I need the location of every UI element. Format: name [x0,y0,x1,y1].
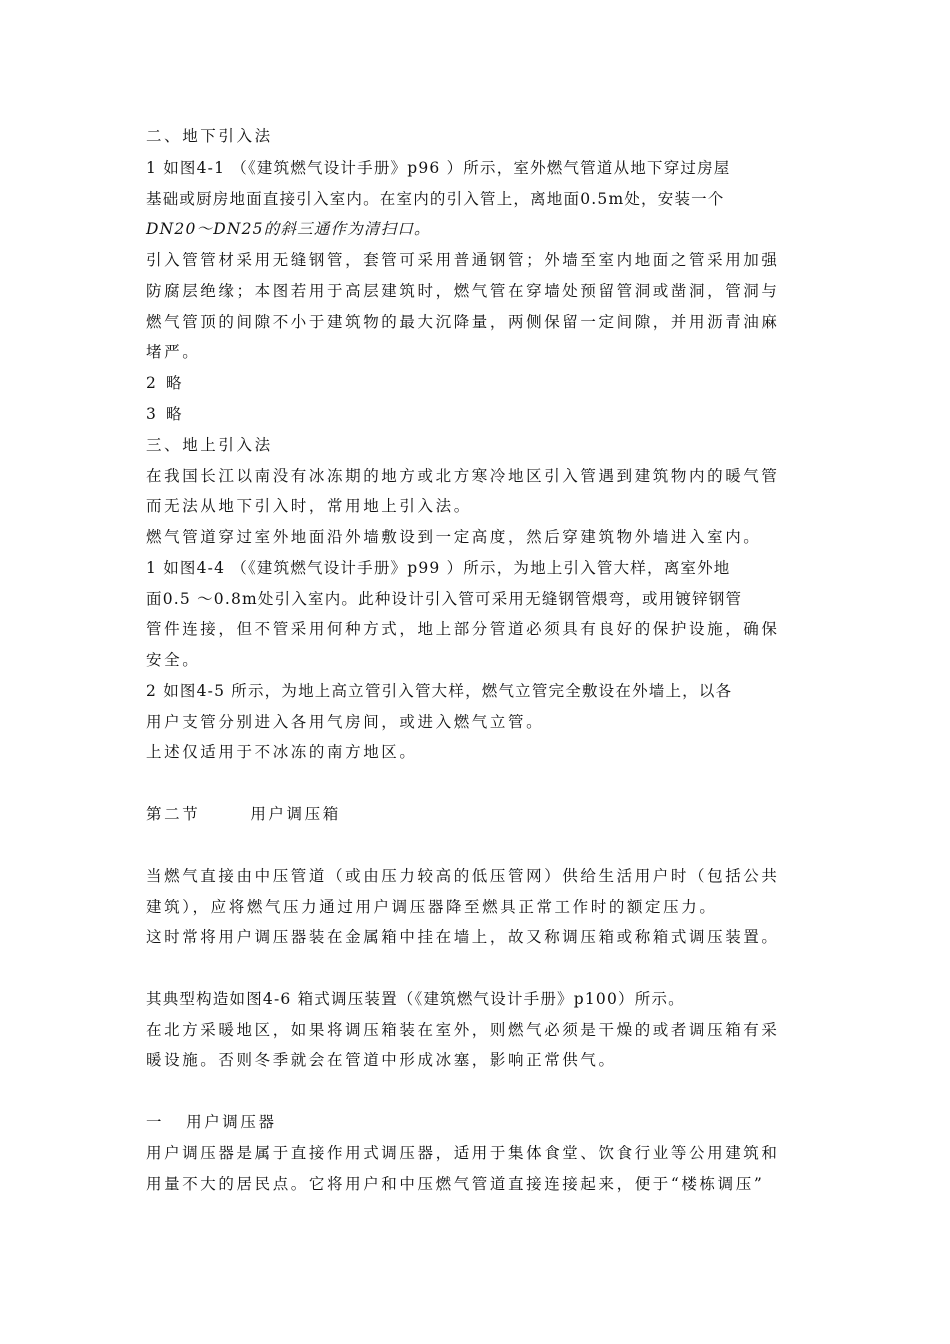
paragraph-line: 暖设施。否则冬季就会在管道中形成冰塞，影响正常供气。 [146,1051,617,1069]
paragraph-line: 上述仅适用于不冰冻的南方地区。 [146,743,418,761]
paragraph-line: 而无法从地下引入时，常用地上引入法。 [146,497,472,515]
section-title: 用户调压箱 [250,805,341,823]
section-heading [146,804,341,824]
paragraph-line: 燃气管顶的间隙不小于建筑物的最大沉降量，两侧保留一定间隙，并用沥青油麻 [146,313,780,331]
paragraph-line: 在我国长江以南没有冰冻期的地方或北方寒冷地区引入管遇到建筑物内的暖气管 [146,467,780,485]
heading-underground-entry: 二、地下引入法 [146,127,273,145]
paragraph-line: 防腐层绝缘；本图若用于高层建筑时，燃气管在穿墙处预留管洞或凿洞，管洞与 [146,282,780,300]
subsection-heading [146,1112,277,1132]
paragraph-line: 2 略 [146,374,185,392]
subsection-number: 一 [146,1113,165,1131]
paragraph-line: 燃气管道穿过室外地面沿外墙敷设到一定高度，然后穿建筑物外墙进入室内。 [146,528,762,546]
paragraph-line: 2 如图4-5 所示，为地上高立管引入管大样，燃气立管完全敷设在外墙上，以各 [146,682,733,700]
paragraph-line: 引入管管材采用无缝钢管，套管可采用普通钢管；外墙至室内地面之管采用加强 [146,251,780,269]
paragraph-line: 安全。 [146,651,201,669]
paragraph-line: 堵严。 [146,343,201,361]
paragraph-line: 其典型构造如图4-6 箱式调压装置（《建筑燃气设计手册》p100）所示。 [146,990,685,1008]
paragraph-line: 当燃气直接由中压管道（或由压力较高的低压管网）供给生活用户时（包括公共 [146,867,780,885]
heading-above-ground-entry: 三、地上引入法 [146,436,273,454]
paragraph-line: 1 如图4-1 （《建筑燃气设计手册》p96 ）所示，室外燃气管道从地下穿过房屋 [146,159,731,177]
subsection-title: 用户调压器 [186,1113,277,1131]
paragraph-line: 用量不大的居民点。它将用户和中压燃气管道直接连接起来，便于“楼栋调压” [146,1175,765,1193]
paragraph-line: 面0.5 ～0.8m处引入室内。此种设计引入管可采用无缝钢管煨弯，或用镀锌钢管 [146,590,743,608]
paragraph-line: 用户支管分别进入各用气房间，或进入燃气立管。 [146,713,545,731]
paragraph-line: DN20～DN25的斜三通作为清扫口。 [146,220,431,238]
section-number: 第二节 [146,805,201,823]
paragraph-line: 用户调压器是属于直接作用式调压器，适用于集体食堂、饮食行业等公用建筑和 [146,1144,780,1162]
paragraph-line: 基础或厨房地面直接引入室内。在室内的引入管上，离地面0.5m处，安装一个 [146,190,725,208]
paragraph-line: 这时常将用户调压器装在金属箱中挂在墙上，故又称调压箱或称箱式调压装置。 [146,928,780,946]
paragraph-line: 1 如图4-4 （《建筑燃气设计手册》p99 ）所示，为地上引入管大样，离室外地 [146,559,731,577]
paragraph-line: 建筑），应将燃气压力通过用户调压器降至燃具正常工作时的额定压力。 [146,898,718,916]
paragraph-line: 3 略 [146,405,185,423]
paragraph-line: 在北方采暖地区，如果将调压箱装在室外，则燃气必须是干燥的或者调压箱有采 [146,1021,780,1039]
paragraph-line: 管件连接，但不管采用何种方式，地上部分管道必须具有良好的保护设施，确保 [146,620,780,638]
